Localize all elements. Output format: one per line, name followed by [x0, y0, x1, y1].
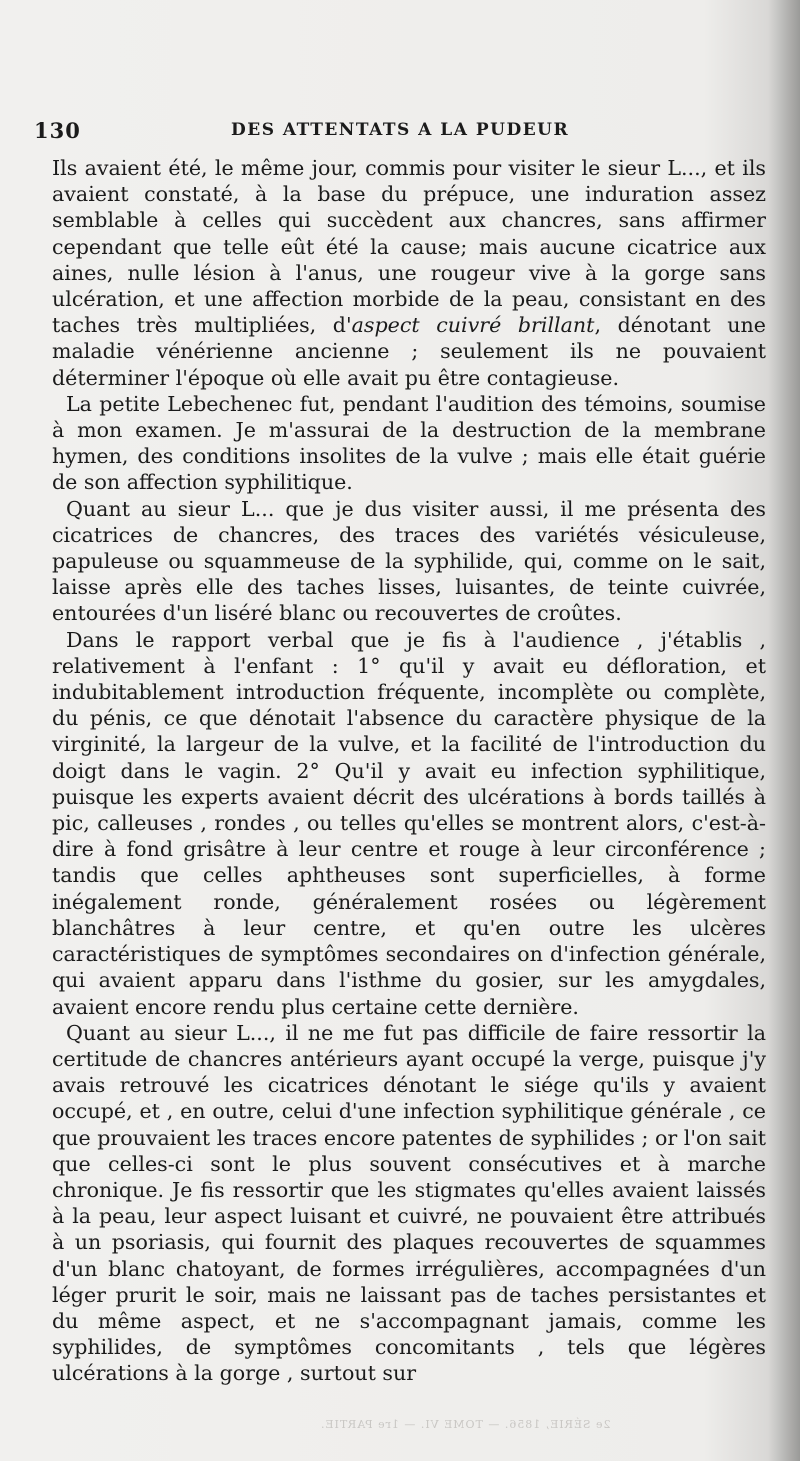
paragraph-5: Quant au sieur L..., il ne me fut pas difficile de faire ressortir la certitude de chancres antérieurs ayant occupé la verge, puisque j'y avais retrouvé les cicatrices dénotant le siége qu'ils y avaient occupé, et , en outre, celui d'une infection syphilitique générale , ce que prouvaient les traces encore patentes de syphilides ; or l'on sait que celles-ci sont le plus souvent consécutives et à marche chronique. Je fis ressortir que les stigmates qu'elles avaient laissés à la peau, leur aspect luisant et cuivré, ne pouvaient être attribués à un psoriasis, qui fournit des plaques recouvertes de squammes d'un blanc chatoyant, de formes irrégulières, accompagnées d'un léger prurit le soir, mais ne laissant pas de taches persistantes et du même aspect, et ne s'accompagnant jamais, comme les syphilides, de symptômes concomitants , tels que légères ulcérations à la gorge , surtout sur	[52, 1020, 766, 1386]
paragraph-3: Quant au sieur L... que je dus visiter aussi, il me présenta des cicatrices de chancres, des traces des variétés vésiculeuse, papuleuse ou squammeuse de la syphilide, qui, comme on le sait, laisse après elle des taches lisses, luisantes, de teinte cuivrée, entourées d'un liséré blanc ou recouvertes de croûtes.	[52, 496, 766, 626]
page-number: 130	[34, 118, 81, 143]
bleed-through-footer: 2e SÉRIE, 1856. — TOME VI. — 1re PARTIE.	[320, 1418, 611, 1431]
body-text	[52, 155, 766, 1387]
paragraph-1-emphasis: aspect cuivré brillant	[351, 313, 595, 338]
paragraph-1	[52, 155, 766, 391]
page-header	[34, 118, 766, 146]
running-head: DES ATTENTATS A LA PUDEUR	[231, 120, 570, 140]
paragraph-2: La petite Lebechenec fut, pendant l'audition des témoins, soumise à mon examen. Je m'assurai de la destruction de la membrane hymen, des conditions insolites de la vulve ; mais elle était guérie de son affection syphilitique.	[52, 391, 766, 495]
paragraph-1-before: Ils avaient été, le même jour, commis pour visiter le sieur L..., et ils avaient constaté, à la base du prépuce, une induration assez semblable à celles qui succèdent aux chancres, sans affirmer cependant que telle eût été la cause; mais aucune cicatrice aux aines, nulle lésion à l'anus, une rougeur vive à la gorge sans ulcération, et une affection morbide de la peau, consistant en des taches très multipliées, d'	[52, 156, 766, 338]
paragraph-4: Dans le rapport verbal que je fis à l'audience , j'établis , relativement à l'enfant : 1° qu'il y avait eu défloration, et indubitablement introduction fréquente, incomplète ou complète, du pénis, ce que dénotait l'absence du caractère physique de la virginité, la largeur de la vulve, et la facilité de l'introduction du doigt dans le vagin. 2° Qu'il y avait eu infection syphilitique, puisque les experts avaient décrit des ulcérations à bords taillés à pic, calleuses , rondes , ou telles qu'elles se montrent alors, c'est-à-dire à fond grisâtre à leur centre et rouge à leur circonférence ; tandis que celles aphtheuses sont superficielles, à forme inégalement ronde, généralement rosées ou légèrement blanchâtres à leur centre, et qu'en outre les ulcères caractéristiques de symptômes secondaires on d'infection générale, qui avaient apparu dans l'isthme du gosier, sur les amygdales, avaient encore rendu plus certaine cette dernière.	[52, 627, 766, 1019]
paragraph-1-after: , dénotant une maladie vénérienne ancienne ; seulement ils ne pouvaient déterminer l'époque où elle avait pu être contagieuse.	[52, 313, 766, 390]
